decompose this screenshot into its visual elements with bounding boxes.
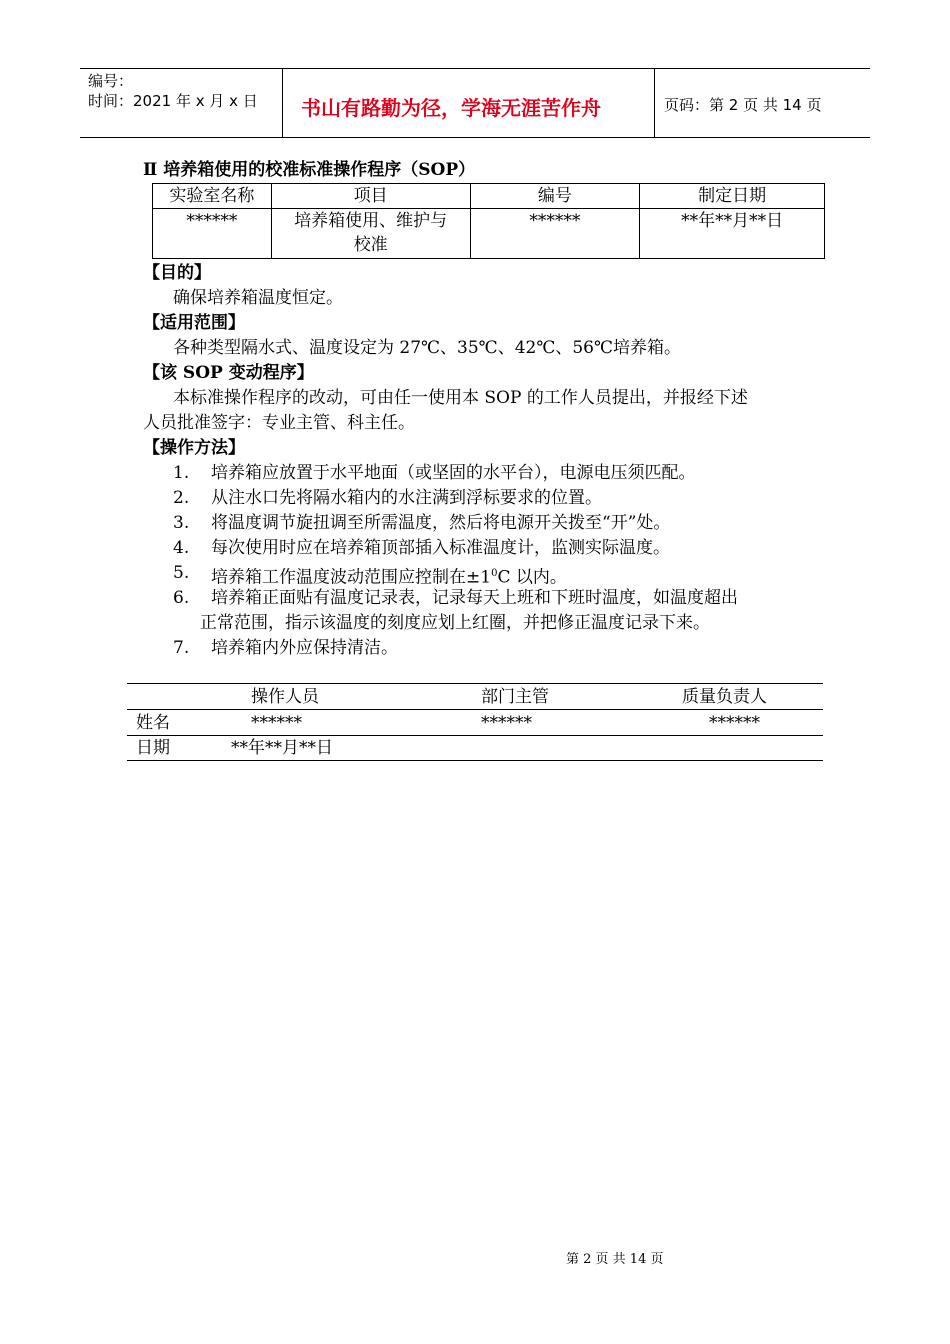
section-heading-scope: 【适用范围】 <box>143 313 245 333</box>
doc-title: Ⅱ 培养箱使用的校准标准操作程序（SOP） <box>143 160 476 180</box>
info-table-row <box>153 209 825 259</box>
section-text-change-line1: 本标准操作程序的改动，可由任一使用本 SOP 的工作人员提出，并报经下述 <box>173 388 748 408</box>
info-header-date: 制定日期 <box>640 184 825 209</box>
header-page-info: 页码：第 2 页 共 14 页 <box>664 96 822 114</box>
sign-table-rule <box>127 760 823 761</box>
header-number-label: 编号： <box>88 72 134 90</box>
step-number: 4. <box>173 538 190 558</box>
step-number: 2. <box>173 488 190 508</box>
step-text-sup: 0 <box>491 568 498 579</box>
info-header-item: 项目 <box>271 184 470 209</box>
header-divider <box>654 69 655 137</box>
section-heading-method: 【操作方法】 <box>143 438 245 458</box>
step-text-continued: 正常范围，指示该温度的刻度应划上红圈，并把修正温度记录下来。 <box>200 613 710 633</box>
step-number: 3. <box>173 513 190 533</box>
section-text-change-line2: 人员批准签字：专业主管、科主任。 <box>143 413 415 433</box>
step-number: 1. <box>173 463 190 483</box>
section-heading-change: 【该 SOP 变动程序】 <box>143 363 314 383</box>
step-number: 5. <box>173 563 190 583</box>
info-header-lab: 实验室名称 <box>153 184 272 209</box>
header-time-label: 时间：2021 年 x 月 x 日 <box>88 92 258 110</box>
step-text: 培养箱应放置于水平地面（或坚固的水平台），电源电压须匹配。 <box>211 463 696 483</box>
step-text: 将温度调节旋扭调至所需温度，然后将电源开关拨至“开”处。 <box>211 513 671 533</box>
info-cell-item <box>271 209 470 259</box>
sign-name-quality-lead: ****** <box>709 713 760 733</box>
step-number: 7. <box>173 638 190 658</box>
info-cell-number: ****** <box>470 209 640 259</box>
page-footer: 第 2 页 共 14 页 <box>566 1252 664 1267</box>
info-cell-item-line1: 培养箱使用、维护与 <box>294 211 448 231</box>
info-header-number: 编号 <box>470 184 640 209</box>
step-text: 每次使用时应在培养箱顶部插入标准温度计，监测实际温度。 <box>211 538 670 558</box>
header-motto: 书山有路勤为径，学海无涯苦作舟 <box>301 96 601 120</box>
step-text-post: C 以内。 <box>497 567 567 588</box>
step-text: 从注水口先将隔水箱内的水注满到浮标要求的位置。 <box>211 488 602 508</box>
sign-name-label: 姓名 <box>136 713 170 733</box>
info-cell-lab: ****** <box>153 209 272 259</box>
header-divider <box>282 69 283 137</box>
sign-header-quality-lead: 质量负责人 <box>682 687 767 707</box>
step-text-pre: 培养箱工作温度波动范围应控制在±1 <box>211 567 492 588</box>
step-number: 6. <box>173 588 190 608</box>
info-table <box>152 183 825 259</box>
sign-name-dept-head: ****** <box>481 713 532 733</box>
info-cell-item-line2: 校准 <box>353 235 388 255</box>
step-text: 培养箱内外应保持清洁。 <box>211 638 398 658</box>
info-table-header-row <box>153 184 825 209</box>
sign-date-label: 日期 <box>136 738 170 758</box>
step-text: 培养箱正面贴有温度记录表，记录每天上班和下班时温度，如温度超出 <box>211 588 738 608</box>
sign-header-dept-head: 部门主管 <box>481 687 549 707</box>
sign-date-value: **年**月**日 <box>231 738 333 758</box>
section-heading-purpose: 【目的】 <box>143 263 211 283</box>
sign-table-rule <box>127 683 823 684</box>
sign-table-rule <box>127 709 823 710</box>
info-cell-date: **年**月**日 <box>640 209 825 259</box>
section-text-purpose: 确保培养箱温度恒定。 <box>173 288 343 308</box>
section-text-scope: 各种类型隔水式、温度设定为 27℃、35℃、42℃、56℃培养箱。 <box>173 338 681 358</box>
sign-header-operator: 操作人员 <box>251 687 319 707</box>
sign-name-operator: ****** <box>251 713 302 733</box>
